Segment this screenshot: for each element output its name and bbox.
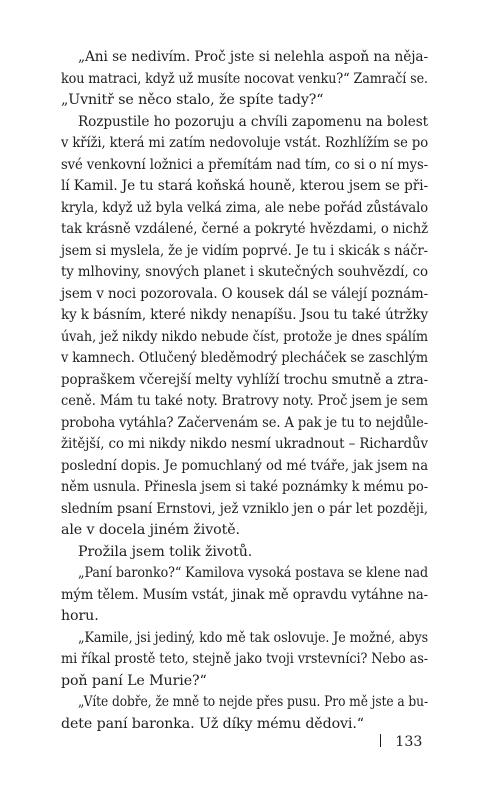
text-line: [61, 198, 428, 220]
text-line: [61, 520, 428, 542]
text-line: [61, 90, 428, 112]
text-line: [61, 391, 428, 413]
text-line-content: ceně. Mám tu také noty. Bratrovy noty. Proč jsem je sem: [61, 393, 429, 409]
text-line: [61, 499, 428, 521]
text-line: [61, 649, 428, 671]
text-line-content: jsem v noci pozorovala. O kousek dál se válejí poznám-: [61, 285, 429, 302]
text-line: [61, 133, 428, 155]
text-line-content: Rozpustile ho pozoruju a chvíli zapomenu na bolest: [78, 113, 429, 130]
text-line: [61, 477, 428, 499]
text-line-content: své venkovní ložnici a přemítám nad tím, co si o ní mys-: [61, 156, 428, 173]
text-line: [61, 434, 428, 456]
text-line-content: ky k básním, které nikdy nenapíšu. Jsou tu také útržky: [61, 307, 429, 323]
text-line-content: tak krásně vzdálené, černé a pokryté hvězdami, o nichž: [61, 221, 429, 237]
paragraph: [61, 47, 428, 112]
text-line-content: úvah, jež nikdy nikdo nebude číst, protože je dnes spálím: [61, 328, 429, 345]
text-line-content: „Kamile, jsi jediný, kdo mě tak oslovuje. Je možné, abys: [78, 629, 429, 646]
text-line-content: ty mlhoviny, snových planet i skutečných souhvězdí, co: [61, 264, 428, 280]
paragraph: [61, 692, 428, 735]
text-line: [61, 348, 428, 370]
text-line-content: horu.: [61, 608, 99, 624]
text-line-content: něm usnula. Přinesla jsem si také poznámky k mému po-: [61, 479, 428, 495]
paragraph: [61, 112, 428, 542]
text-line: [61, 112, 428, 134]
text-line-content: poslední dopis. Je pomuchlaný od mé tváře, jak jsem na: [61, 457, 428, 474]
text-line: [61, 692, 428, 714]
text-line-content: jsem si myslela, že je vidím poprvé. Je tu i skicák s náčr-: [61, 242, 428, 259]
text-line-content: lí Kamil. Je tu stará koňská houně, kterou jsem se při-: [61, 178, 428, 194]
text-line-content: „Paní baronko?“ Kamilova vysoká postava se klene nad: [78, 565, 428, 581]
page-number-divider: [380, 734, 381, 747]
text-line-content: kou matraci, když už musíte nocovat venku?“ Zamračí se.: [61, 70, 429, 87]
text-line-content: proboha vytáhla? Začervenám se. A pak je tu to nejdůle-: [61, 414, 429, 431]
text-line: [61, 155, 428, 177]
page-number: [380, 732, 422, 752]
text-line-content: mi říkal prostě teto, stejně jako tvoji vrstevníci? Nebo as-: [61, 651, 428, 667]
text-line: [61, 327, 428, 349]
text-line: [61, 563, 428, 585]
text-line: [61, 585, 428, 607]
text-line-content: sledním psaní Ernstovi, jež vzniklo jen o pár let později,: [61, 500, 429, 517]
text-line: [61, 606, 428, 628]
text-line-content: kryla, když už byla velká zima, ale nebe pořád zůstávalo: [61, 199, 428, 216]
text-line: [61, 284, 428, 306]
text-line: [61, 176, 428, 198]
text-line: [61, 413, 428, 435]
text-line-content: dete paní baronka. Už díky mému dědovi.“: [61, 715, 364, 732]
text-line-content: v kříži, která mi zatím nedovoluje vstát. Rozhlížím se po: [61, 135, 429, 151]
paragraph: [61, 563, 428, 628]
paragraph: [61, 628, 428, 693]
text-line: [61, 241, 428, 263]
text-line-content: mým tělem. Musím vstát, jinak mě opravdu vytáhne na-: [61, 586, 428, 603]
paragraph: [61, 542, 428, 564]
text-line-content: v kamnech. Otlučený bleděmodrý plecháček se zaschlým: [61, 350, 428, 366]
text-line-content: Prožila jsem tolik životů.: [78, 543, 253, 560]
text-line-content: žitější, co mi nikdy nikdo nesmí ukradnout – Richardův: [61, 436, 429, 452]
body-text: [61, 47, 428, 735]
text-line: [61, 542, 428, 564]
text-line-content: poň paní Le Murie?“: [61, 672, 207, 689]
text-line-content: „Víte dobře, že mně to nejde přes pusu. Pro mě jste a bu-: [78, 694, 429, 710]
text-line-content: „Ani se nedivím. Proč jste si nelehla aspoň na něja-: [78, 49, 428, 65]
text-line-content: popraškem včerejší melty vyhlíží trochu smutně a ztra-: [61, 371, 429, 388]
text-line: [61, 456, 428, 478]
text-line: [61, 628, 428, 650]
text-line-content: ale v docela jiném životě.: [61, 522, 240, 538]
text-line: [61, 714, 428, 736]
text-line: [61, 370, 428, 392]
text-line: [61, 305, 428, 327]
text-line: [61, 69, 428, 91]
text-line: [61, 671, 428, 693]
text-line: [61, 262, 428, 284]
page-number-value: 133: [395, 734, 423, 750]
text-line-content: „Uvnitř se něco stalo, že spíte tady?“: [61, 92, 324, 108]
text-line: [61, 219, 428, 241]
text-line: [61, 47, 428, 69]
